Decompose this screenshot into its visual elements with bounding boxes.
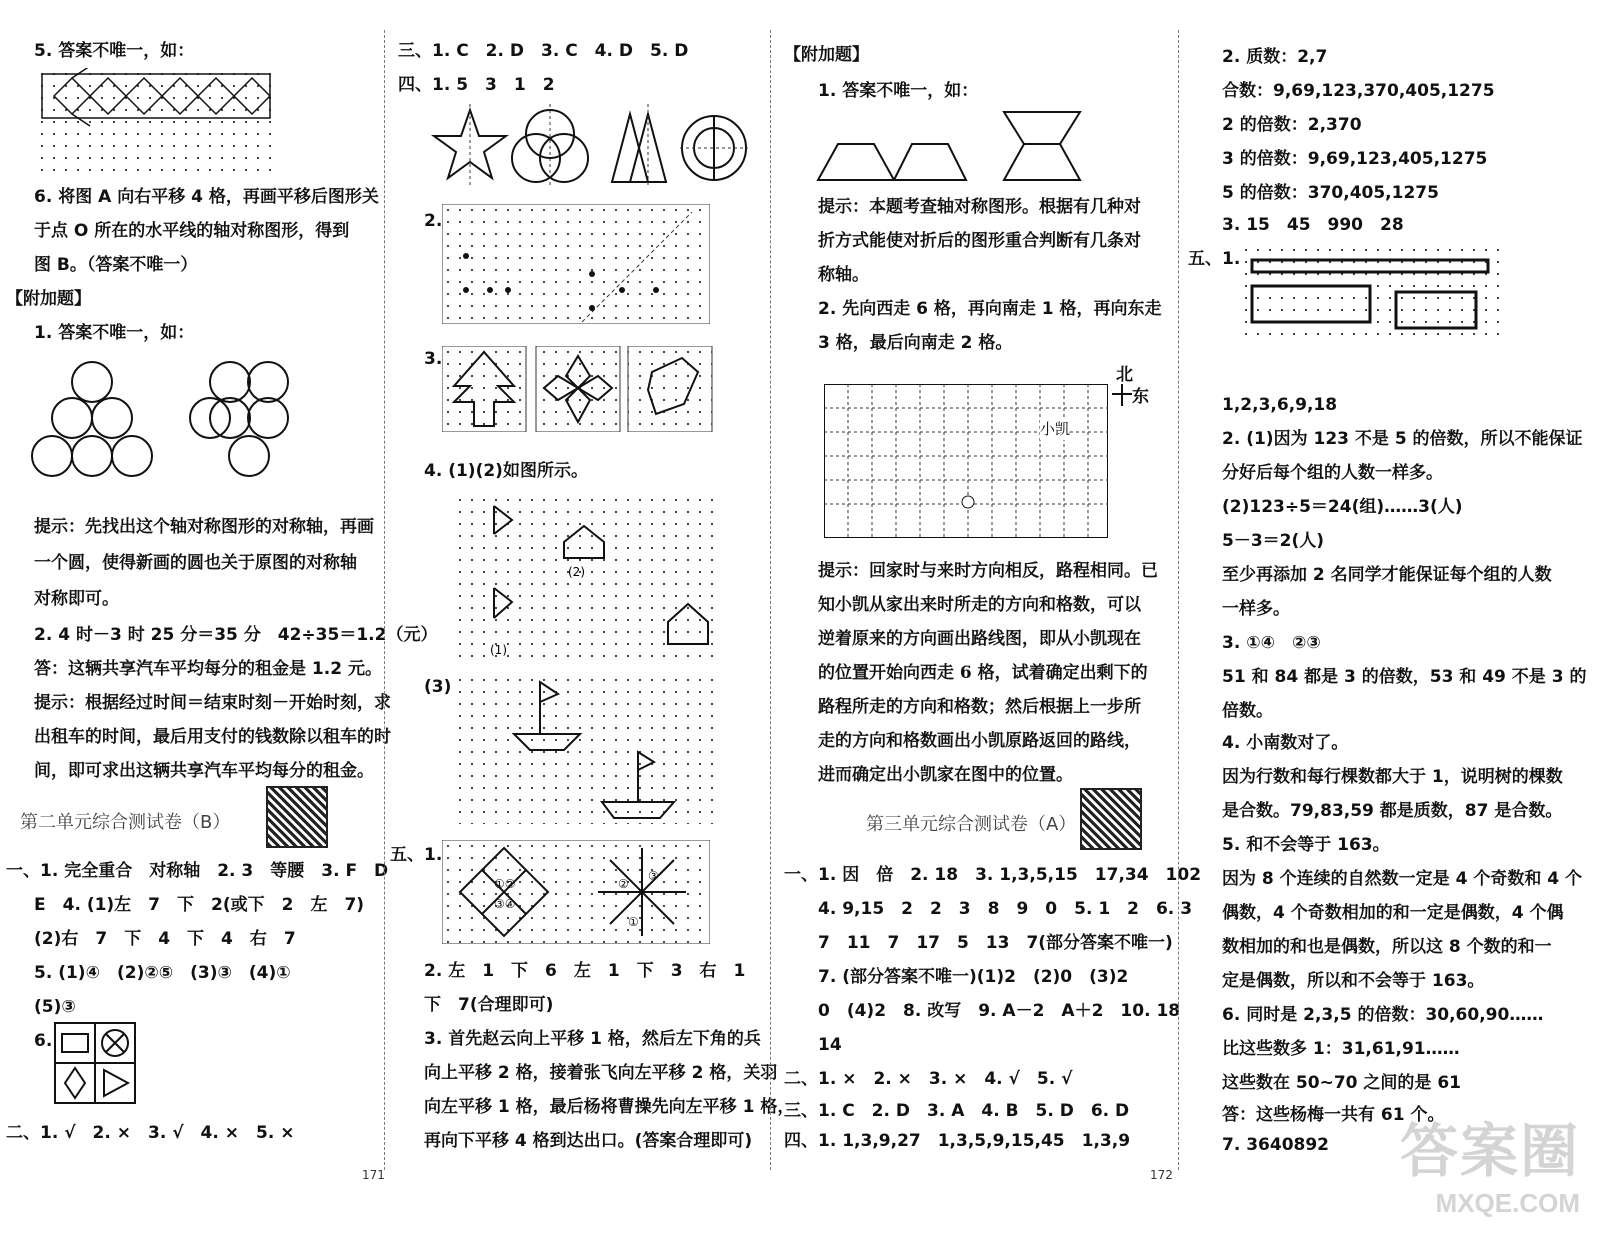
extra-answer-2-conclusion: 答：这辆共享汽车平均每分的租金是 1.2 元。 bbox=[34, 659, 382, 679]
q3-line2: 51 和 84 都是 3 的倍数，53 和 49 不是 3 的 bbox=[1222, 667, 1587, 687]
u3-part1-line6: 14 bbox=[818, 1035, 842, 1055]
dot-grid-q3 bbox=[442, 346, 714, 432]
q2-line5: 至少再添加 2 名同学才能保证每个组的人数 bbox=[1222, 565, 1552, 585]
svg-text:②: ② bbox=[618, 877, 629, 891]
page-number-171: 171 bbox=[362, 1168, 385, 1182]
answer-6-line1: 6. 将图 A 向右平移 4 格，再画平移后图形关 bbox=[34, 187, 379, 207]
part5-q3-line3: 向左平移 1 格，最后杨将曹操先向左平移 1 格， bbox=[424, 1097, 795, 1117]
hint-4-line3: 逆着原来的方向画出路线图，即从小凯现在 bbox=[818, 629, 1141, 649]
qr-code-icon bbox=[266, 786, 328, 848]
q5-line2: 因为 8 个连续的自然数一定是 4 个奇数和 4 个 bbox=[1222, 869, 1582, 889]
hint-2-line3: 间，即可求出这辆共享汽车平均每分的租金。 bbox=[34, 761, 374, 781]
extra-heading-2: 【附加题】 bbox=[784, 45, 869, 65]
dot-grid-part5 bbox=[442, 840, 710, 944]
q2-line4: 5－3＝2(人) bbox=[1222, 531, 1325, 551]
hint-4-line1: 提示：回家时与来时方向相反，路程相同。已 bbox=[818, 561, 1158, 581]
factors-line: 1,2,3,6,9,18 bbox=[1222, 395, 1338, 415]
hint-2-line2: 出租车的时间，最后用支付的钱数除以租车的时 bbox=[34, 727, 391, 747]
part4-line: 四、1. 5 3 1 2 bbox=[398, 75, 555, 95]
column-divider bbox=[384, 30, 386, 1170]
answer-5: 5. 答案不唯一，如： bbox=[34, 41, 195, 61]
q3-line1: 3. ①④ ②③ bbox=[1222, 633, 1321, 653]
multiples-of-2-line: 2 的倍数：2,370 bbox=[1222, 115, 1362, 135]
multiples-of-3-line: 3 的倍数：9,69,123,405,1275 bbox=[1222, 149, 1488, 169]
qr-code-icon bbox=[1080, 788, 1142, 850]
primes-line: 2. 质数：2,7 bbox=[1222, 47, 1328, 67]
part4-q2-label: 2. bbox=[424, 211, 443, 231]
u3-part4-line: 四、1. 1,3,9,27 1,3,5,9,15,45 1,3,9 bbox=[784, 1131, 1131, 1151]
q3-line3: 倍数。 bbox=[1222, 701, 1273, 721]
q3-answer-line: 3. 15 45 990 28 bbox=[1222, 215, 1404, 235]
q2-line3: (2)123÷5＝24(组)……3(人) bbox=[1222, 497, 1463, 517]
q2-line1: 2. (1)因为 123 不是 5 的倍数，所以不能保证 bbox=[1222, 429, 1583, 449]
column-divider bbox=[770, 30, 772, 1170]
part4-q4-3-label: (3) bbox=[424, 677, 452, 697]
u3-part1-line5: 0 (4)2 8. 改写 9. A－2 A＋2 10. 18 bbox=[818, 1001, 1181, 1021]
hint-2-line1: 提示：根据经过时间＝结束时刻－开始时刻，求 bbox=[34, 693, 391, 713]
dot-grid-pattern-figure bbox=[36, 68, 274, 174]
q6-line3: 这些数在 50~70 之间的是 61 bbox=[1222, 1073, 1461, 1093]
u3-part2-line: 二、1. × 2. × 3. × 4. √ 5. √ bbox=[784, 1069, 1073, 1089]
q4-line1: 4. 小南数对了。 bbox=[1222, 733, 1349, 753]
compass-icon bbox=[1112, 384, 1132, 406]
u3-part1-line1: 一、1. 因 倍 2. 18 3. 1,3,5,15 17,34 102 bbox=[784, 865, 1202, 885]
q4-line2: 因为行数和每行棵数都大于 1，说明树的棵数 bbox=[1222, 767, 1563, 787]
svg-text:③: ③ bbox=[648, 869, 659, 883]
svg-text:(2): (2) bbox=[568, 565, 585, 579]
extra-answer-1: 1. 答案不唯一，如： bbox=[34, 323, 195, 343]
answer-6-line2: 于点 O 所在的水平线的轴对称图形，得到 bbox=[34, 221, 350, 241]
part5-q3-line1: 3. 首先赵云向上平移 1 格，然后左下角的兵 bbox=[424, 1029, 761, 1049]
dot-grid-q4 bbox=[454, 494, 722, 658]
hint-4-line7: 进而确定出小凯家在图中的位置。 bbox=[818, 765, 1073, 785]
hint-1-line3: 对称即可。 bbox=[34, 589, 119, 609]
part1-q6: 6. bbox=[34, 1031, 53, 1051]
q6-line4: 答：这些杨梅一共有 61 个。 bbox=[1222, 1105, 1445, 1125]
route-map-grid bbox=[824, 384, 1108, 538]
watermark bbox=[1400, 1104, 1580, 1219]
dot-grid-q2 bbox=[442, 204, 710, 324]
answer-6-line3: 图 B。（答案不唯一） bbox=[34, 255, 198, 275]
part1-line1: 一、1. 完全重合 对称轴 2. 3 等腰 3. F D bbox=[6, 861, 389, 881]
part2-line: 二、1. √ 2. × 3. √ 4. × 5. × bbox=[6, 1123, 295, 1143]
svg-text:①②: ①② bbox=[494, 877, 516, 891]
shape-grid-figure bbox=[54, 1022, 136, 1104]
symmetry-shapes-figure bbox=[430, 104, 750, 190]
hint-1-line2: 一个圆，使得新画的圆也关于原图的对称轴 bbox=[34, 553, 357, 573]
q5-line1: 5. 和不会等于 163。 bbox=[1222, 835, 1390, 855]
dot-grid-q4-3 bbox=[454, 674, 722, 824]
rectangles-grid-figure bbox=[1240, 244, 1506, 340]
part1-line4: 5. (1)④ (2)②⑤ (3)③ (4)① bbox=[34, 963, 291, 983]
part5-label-col4: 五、1. bbox=[1188, 249, 1241, 269]
q6-line2: 比这些数多 1：31,61,91…… bbox=[1222, 1039, 1460, 1059]
part5-q2-line2: 下 7(合理即可) bbox=[424, 995, 554, 1015]
svg-text:(1): (1) bbox=[490, 643, 507, 657]
part5-label: 五、1. bbox=[390, 845, 443, 865]
q4-line3: 是合数。79,83,59 都是质数，87 是合数。 bbox=[1222, 801, 1563, 821]
hint-4-line6: 走的方向和格数画出小凯原路返回的路线， bbox=[818, 731, 1141, 751]
hint-4-line4: 的位置开始向西走 6 格，试着确定出剩下的 bbox=[818, 663, 1148, 683]
hint-4-line5: 路程所走的方向和格数；然后根据上一步所 bbox=[818, 697, 1141, 717]
part4-q4-label: 4. (1)(2)如图所示。 bbox=[424, 461, 588, 481]
q5-line4: 数相加的和也是偶数，所以这 8 个数的和一 bbox=[1222, 937, 1552, 957]
extra-q1: 1. 答案不唯一，如： bbox=[818, 81, 979, 101]
u3-part1-line4: 7. (部分答案不唯一)(1)2 (2)0 (3)2 bbox=[818, 967, 1129, 987]
extra-heading: 【附加题】 bbox=[6, 289, 91, 309]
multiples-of-5-line: 5 的倍数：370,405,1275 bbox=[1222, 183, 1439, 203]
q2-line2: 分好后每个组的人数一样多。 bbox=[1222, 463, 1443, 483]
watermark-logo-text: 答案圈 bbox=[1399, 1119, 1580, 1184]
q5-line3: 偶数，4 个奇数相加的和一定是偶数，4 个偶 bbox=[1222, 903, 1564, 923]
part1-line5: (5)③ bbox=[34, 997, 76, 1017]
part5-q3-line4: 再向下平移 4 格到达出口。(答案合理即可) bbox=[424, 1131, 753, 1151]
part5-q2-line1: 2. 左 1 下 6 左 1 下 3 右 1 bbox=[424, 961, 746, 981]
compass-east: 东 bbox=[1132, 387, 1149, 407]
composites-line: 合数：9,69,123,370,405,1275 bbox=[1222, 81, 1495, 101]
hint-3-line1: 提示：本题考查轴对称图形。根据有几种对 bbox=[818, 197, 1141, 217]
extra-q2-line1: 2. 先向西走 6 格，再向南走 1 格，再向东走 bbox=[818, 299, 1162, 319]
watermark-url: MXQE.COM bbox=[1435, 1188, 1580, 1218]
part1-line2: E 4. (1)左 7 下 2(或下 2 左 7) bbox=[34, 895, 365, 915]
svg-text:①: ① bbox=[628, 915, 639, 929]
column-divider bbox=[1178, 30, 1180, 1170]
q7-line: 7. 3640892 bbox=[1222, 1135, 1330, 1155]
section-title-unit3-a: 第三单元综合测试卷（A） bbox=[866, 814, 1077, 835]
q6-line1: 6. 同时是 2,3,5 的倍数：30,60,90…… bbox=[1222, 1005, 1544, 1025]
trapezoid-figure bbox=[816, 108, 1096, 188]
extra-q2-line2: 3 格，最后向南走 2 格。 bbox=[818, 333, 1013, 353]
svg-text:③④: ③④ bbox=[494, 897, 516, 911]
part1-line3: (2)右 7 下 4 下 4 右 7 bbox=[34, 929, 296, 949]
map-label-xiaokai: 小凯 bbox=[1040, 420, 1071, 438]
part4-q3-label: 3. bbox=[424, 349, 443, 369]
u3-part1-line2: 4. 9,15 2 2 3 8 9 0 5. 1 2 6. 3 bbox=[818, 899, 1193, 919]
circles-figure bbox=[30, 360, 290, 490]
q2-line6: 一样多。 bbox=[1222, 599, 1290, 619]
u3-part3-line: 三、1. C 2. D 3. A 4. B 5. D 6. D bbox=[784, 1101, 1130, 1121]
part5-q3-line2: 向上平移 2 格，接着张飞向左平移 2 格，关羽 bbox=[424, 1063, 778, 1083]
section-title-unit2-b: 第二单元综合测试卷（B） bbox=[20, 812, 231, 833]
part3-line: 三、1. C 2. D 3. C 4. D 5. D bbox=[398, 41, 689, 61]
q5-line5: 定是偶数，所以和不会等于 163。 bbox=[1222, 971, 1485, 991]
u3-part1-line3: 7 11 7 17 5 13 7(部分答案不唯一) bbox=[818, 933, 1173, 953]
hint-4-line2: 知小凯从家出来时所走的方向和格数，可以 bbox=[818, 595, 1141, 615]
hint-3-line2: 折方式能使对折后的图形重合判断有几条对 bbox=[818, 231, 1141, 251]
extra-answer-2: 2. 4 时－3 时 25 分＝35 分 42÷35＝1.2（元） bbox=[34, 625, 438, 645]
hint-3-line3: 称轴。 bbox=[818, 265, 869, 285]
hint-1-line1: 提示：先找出这个轴对称图形的对称轴，再画 bbox=[34, 517, 374, 537]
compass-north: 北 bbox=[1116, 365, 1133, 385]
page-number-172: 172 bbox=[1150, 1168, 1173, 1182]
